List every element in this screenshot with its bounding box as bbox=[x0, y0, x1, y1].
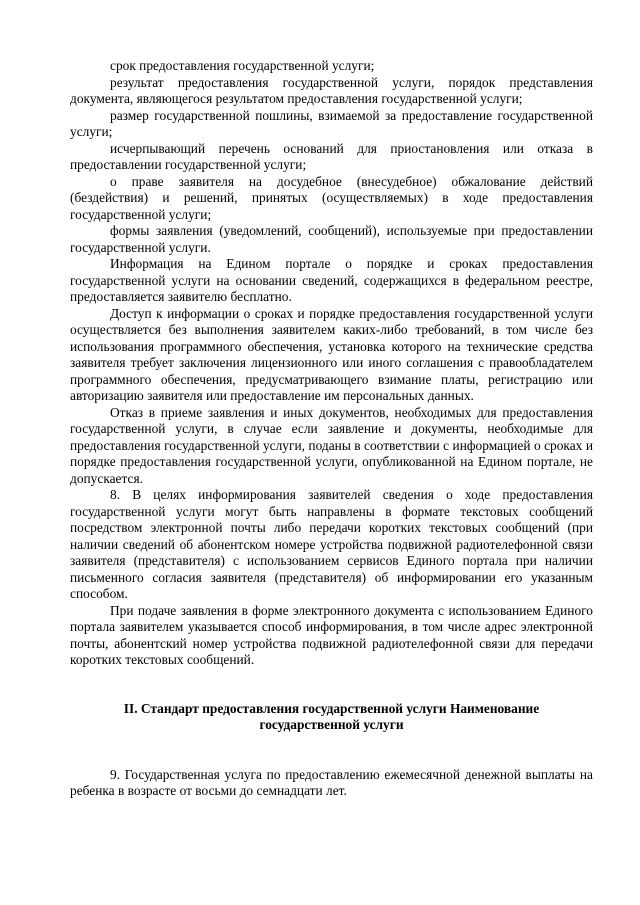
section-heading-line-1: II. Стандарт предоставления государственной услуги Наименование bbox=[123, 700, 540, 716]
paragraph-service-result: результат предоставления государственной услуги, порядок представления документа, являющегося результатом предоставления государственной услуги; bbox=[70, 74, 593, 106]
paragraph-notification-method: При подаче заявления в форме электронного документа с использованием Единого портала заявителем указывается способ информирования, в том числе адрес электронной почты, абонентский номер устройства подвижной радиотелефонной связи для передачи коротких текстовых сообщений. bbox=[70, 602, 593, 667]
paragraph-acceptance-refusal: Отказ в приеме заявления и иных документов, необходимых для предоставления государственной услуги, в случае если заявление и документы, необходимые для предоставления государственной услуги, поданы в соответствии с информацией о сроках и порядке предоставления государственной услуги, опубликованной на Едином портале, не допускается. bbox=[70, 404, 593, 486]
paragraph-portal-info: Информация на Едином портале о порядке и сроках предоставления государственной услуги на основании сведений, содержащихся в федеральном реестре, предоставляется заявителю бесплатно. bbox=[70, 256, 593, 304]
section-heading bbox=[70, 701, 593, 734]
paragraph-state-fee: размер государственной пошлины, взимаемой за предоставление государственной услуги; bbox=[70, 107, 593, 139]
paragraph-item-9: 9. Государственная услуга по предоставлению ежемесячной денежной выплаты на ребенка в возрасте от восьми до семнадцати лет. bbox=[70, 766, 593, 798]
paragraph-service-term: срок предоставления государственной услуги; bbox=[110, 58, 375, 73]
paragraph-appeal-right: о праве заявителя на досудебное (внесудебное) обжалование действий (бездействия) и решений, принятых (осуществляемых) в ходе предоставления государственной услуги; bbox=[70, 173, 593, 222]
paragraph-access-info: Доступ к информации о сроках и порядке предоставления государственной услуги осуществляется без выполнения заявителем каких-либо требований, в том числе без использования программного обеспечения, установка которого на технические средства заявителя требует заключения лицензионного или иного соглашения с правообладателем программного обеспечения, предусматривающего взимание платы, регистрацию или авторизацию заявителя или предоставление им персональных данных. bbox=[70, 305, 593, 403]
section-heading-line-2: государственной услуги bbox=[259, 717, 404, 732]
paragraph-item-8: 8. В целях информирования заявителей сведения о ходе предоставления государственной услуги могут быть направлены в формате текстовых сообщений посредством электронной почты либо передачи коротких текстовых сообщений (при наличии сведений об абонентском номере устройства подвижной радиотелефонной связи заявителя (представителя) с использованием сервисов Единого портала при наличии письменного согласия заявителя (представителя) об информировании его указанным способом. bbox=[70, 487, 593, 601]
paragraph-refusal-grounds: исчерпывающий перечень оснований для приостановления или отказа в предоставлении государственной услуги; bbox=[70, 140, 593, 172]
paragraph-application-forms: формы заявления (уведомлений, сообщений), используемые при предоставлении государственной услуги. bbox=[70, 223, 593, 255]
